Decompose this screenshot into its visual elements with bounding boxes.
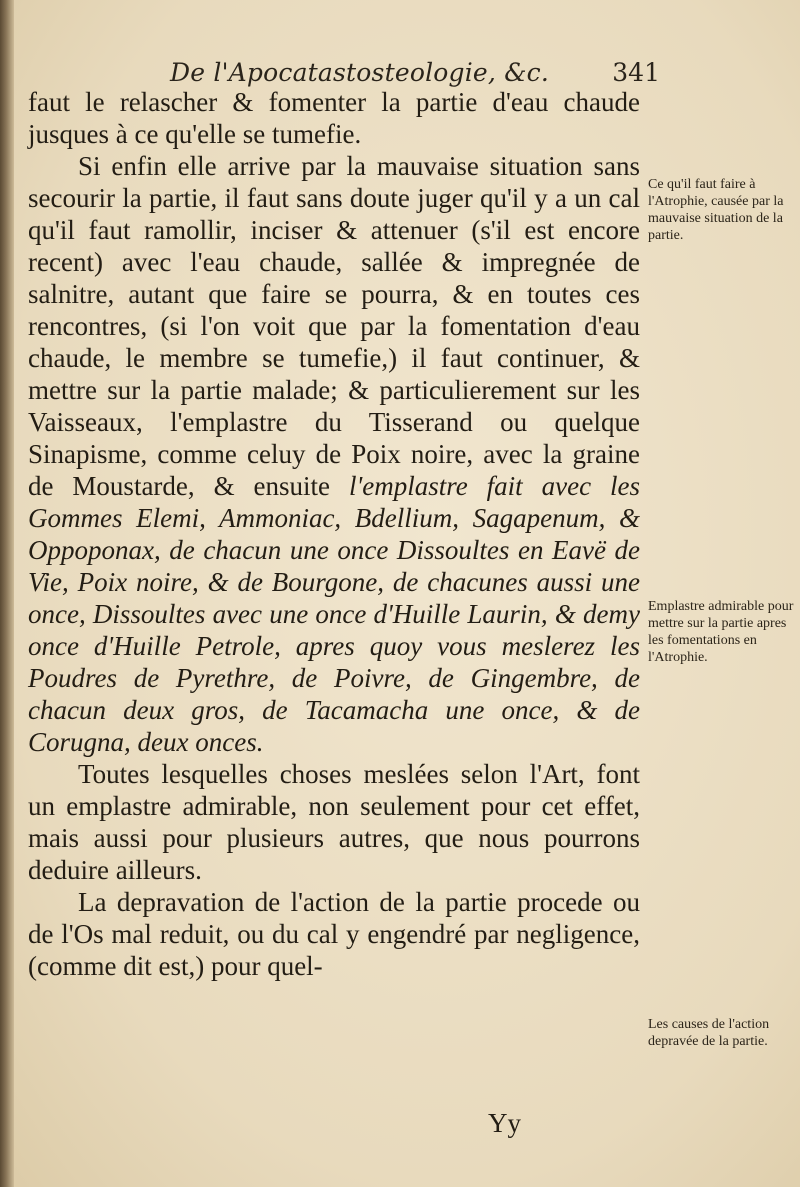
running-header xyxy=(170,58,660,87)
paragraph-1: faut le relascher & fomenter la partie d'eau chaude jusques à ce qu'elle se tumefie. xyxy=(28,87,640,149)
paragraph-2-roman: Si enfin elle arrive par la mauvaise situation sans secourir la partie, il faut sans doute juger qu'il y a un cal qu'il faut ramollir, inciser & attenuer (s'il est encore recent) avec l'eau chaude, sallée & impregnée de salnitre, autant que faire se pourra, & en toutes ces rencontres, (si l'on voit que par la fomentation d'eau chaude, le membre se tumefie,) il faut continuer, & mettre sur la partie malade; & particulierement sur les Vaisseaux, l'emplastre du Tisserand ou quelque Sinapisme, comme celuy de Poix noire, avec la graine de Moustarde, & ensuite xyxy=(28,151,640,501)
main-text xyxy=(28,86,640,982)
catchword: Yy xyxy=(488,1108,521,1138)
paragraph-4: La depravation de l'action de la partie procede ou de l'Os mal reduit, ou du cal y engendré par negligence, (comme dit est,) pour quel- xyxy=(28,887,640,981)
margin-note-2: Emplastre admirable pour mettre sur la partie apres les fomentations en l'Atrophie. xyxy=(648,599,794,665)
margin-note-1: Ce qu'il faut faire à l'Atrophie, causée par la mauvaise situation de la partie. xyxy=(648,177,784,243)
paragraph-2 xyxy=(28,150,640,758)
page-gutter xyxy=(0,0,14,1187)
page-number: 341 xyxy=(612,58,660,87)
margin-note-3: Les causes de l'action depravée de la partie. xyxy=(648,1017,770,1049)
paragraph-2-italic: l'emplastre fait avec les Gommes Elemi, Ammoniac, Bdellium, Sagapenum, & Oppoponax, de chacun une once Dissoultes en Eavë de Vie, Poix noire, & de Bourgone, de chacunes aussi une once, Dissoultes avec une once d'Huille Laurin, & demy once d'Huille Petrole, apres quoy vous meslerez les Poudres de Pyrethre, de Poivre, de Gingembre, de chacun deux gros, de Tacamacha une once, & de Corugna, deux onces. xyxy=(28,471,640,757)
paragraph-3: Toutes lesquelles choses meslées selon l'Art, font un emplastre admirable, non seulement pour cet effet, mais aussi pour plusieurs autres, que nous pourrons deduire ailleurs. xyxy=(28,759,640,885)
running-title: De l'Apocatastosteologie, &c. xyxy=(170,58,550,87)
